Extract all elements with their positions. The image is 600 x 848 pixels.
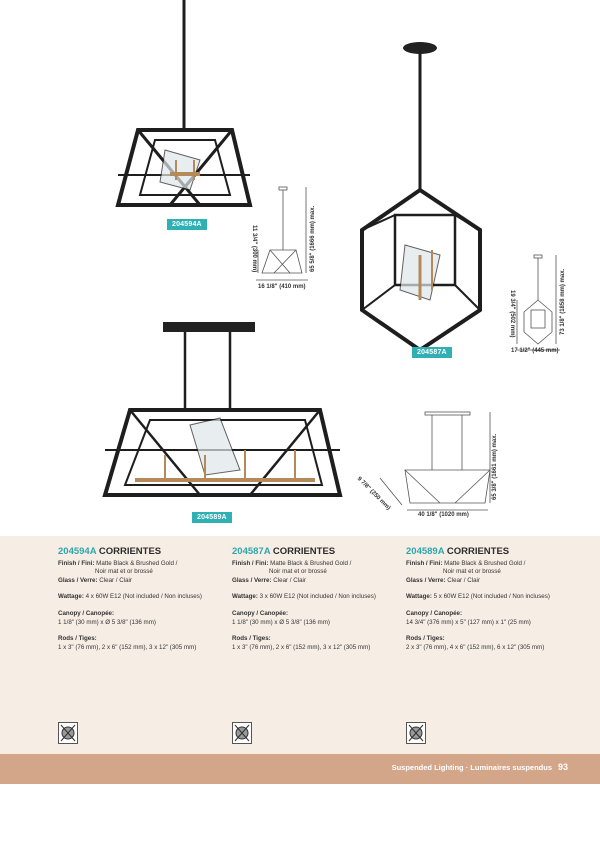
spec-column [406, 548, 576, 652]
finish-row: Finish / Fini: Matte Black & Brushed Gold / [58, 559, 178, 567]
product-code-tag: 204589A [192, 512, 232, 523]
wattage-row: Wattage: 4 x 60W E12 (Not included / Non incluses) [58, 593, 202, 601]
dimmable-icon [406, 722, 426, 744]
dimension-label: 17 1/2" (445 mm) [511, 348, 559, 354]
finish-fr: Noir mat et or brossé [443, 568, 501, 576]
dimension-label: 19 3/4" (502 mm) [509, 290, 515, 338]
canopy-label: Canopy / Canopée: [232, 609, 289, 617]
canopy-value: 14 3/4" (376 mm) x 5" (127 mm) x 1" (25 mm) [406, 618, 531, 626]
rods-value: 1 x 3" (76 mm), 2 x 6" (152 mm), 3 x 12" (305 mm) [58, 643, 197, 651]
wattage-row: Wattage: 3 x 60W E12 (Not included / Non incluses) [232, 593, 376, 601]
rods-label: Rods / Tiges: [406, 635, 445, 643]
dimension-label: 11 3/4" (300 mm) [251, 225, 257, 273]
spec-column [232, 548, 402, 652]
dimmable-icon [232, 722, 252, 744]
product-title: 204587A CORRIENTES [232, 546, 336, 557]
fixture-204587a-image [362, 42, 480, 350]
section-title: Suspended Lighting · Luminaires suspendus [391, 763, 552, 772]
specifications-band [0, 536, 600, 754]
fixture-204594a-image [118, 0, 250, 205]
dimension-label: 9 7/8" (250 mm) [355, 476, 392, 512]
glass-row: Glass / Verre: Clear / Clair [58, 576, 132, 584]
dimension-label: 65 3/8" (1661 mm) max. [492, 433, 498, 500]
canopy-label: Canopy / Canopée: [406, 609, 463, 617]
rods-label: Rods / Tiges: [232, 635, 271, 643]
page-footer [0, 754, 600, 784]
glass-row: Glass / Verre: Clear / Clair [232, 576, 306, 584]
product-title: 204594A CORRIENTES [58, 546, 162, 557]
canopy-value: 1 1/8" (30 mm) x Ø 5 3/8" (136 mm) [58, 618, 156, 626]
rods-value: 1 x 3" (76 mm), 2 x 6" (152 mm), 3 x 12" (305 mm) [232, 643, 371, 651]
dimension-label: 16 1/8" (410 mm) [258, 284, 306, 290]
fixture-204589a-diagram [380, 412, 490, 510]
dimension-label: 73 1/8" (1858 mm) max. [560, 268, 566, 335]
product-code-tag: 204587A [412, 347, 452, 358]
finish-row: Finish / Fini: Matte Black & Brushed Gold / [406, 559, 526, 567]
fixture-204594a-diagram [256, 187, 308, 280]
rods-label: Rods / Tiges: [58, 635, 97, 643]
fixture-204589a-image [105, 322, 340, 495]
dimmable-icon [58, 722, 78, 744]
spec-column [58, 548, 228, 652]
canopy-value: 1 1/8" (30 mm) x Ø 5 3/8" (136 mm) [232, 618, 330, 626]
wattage-row: Wattage: 5 x 60W E12 (Not included / Non incluses) [406, 593, 550, 601]
dimension-label: 65 5/8" (1666 mm) max. [310, 205, 316, 272]
product-title: 204589A CORRIENTES [406, 546, 510, 557]
canopy-label: Canopy / Canopée: [58, 609, 115, 617]
finish-fr: Noir mat et or brossé [269, 568, 327, 576]
glass-row: Glass / Verre: Clear / Clair [406, 576, 480, 584]
product-code-tag: 204594A [167, 219, 207, 230]
finish-row: Finish / Fini: Matte Black & Brushed Gold / [232, 559, 352, 567]
finish-fr: Noir mat et or brossé [95, 568, 153, 576]
page-number: 93 [557, 762, 568, 772]
dimension-label: 40 1/8" (1020 mm) [418, 512, 469, 518]
rods-value: 2 x 3" (76 mm), 4 x 6" (152 mm), 6 x 12" (305 mm) [406, 643, 545, 651]
fixture-204587a-diagram [517, 255, 560, 350]
